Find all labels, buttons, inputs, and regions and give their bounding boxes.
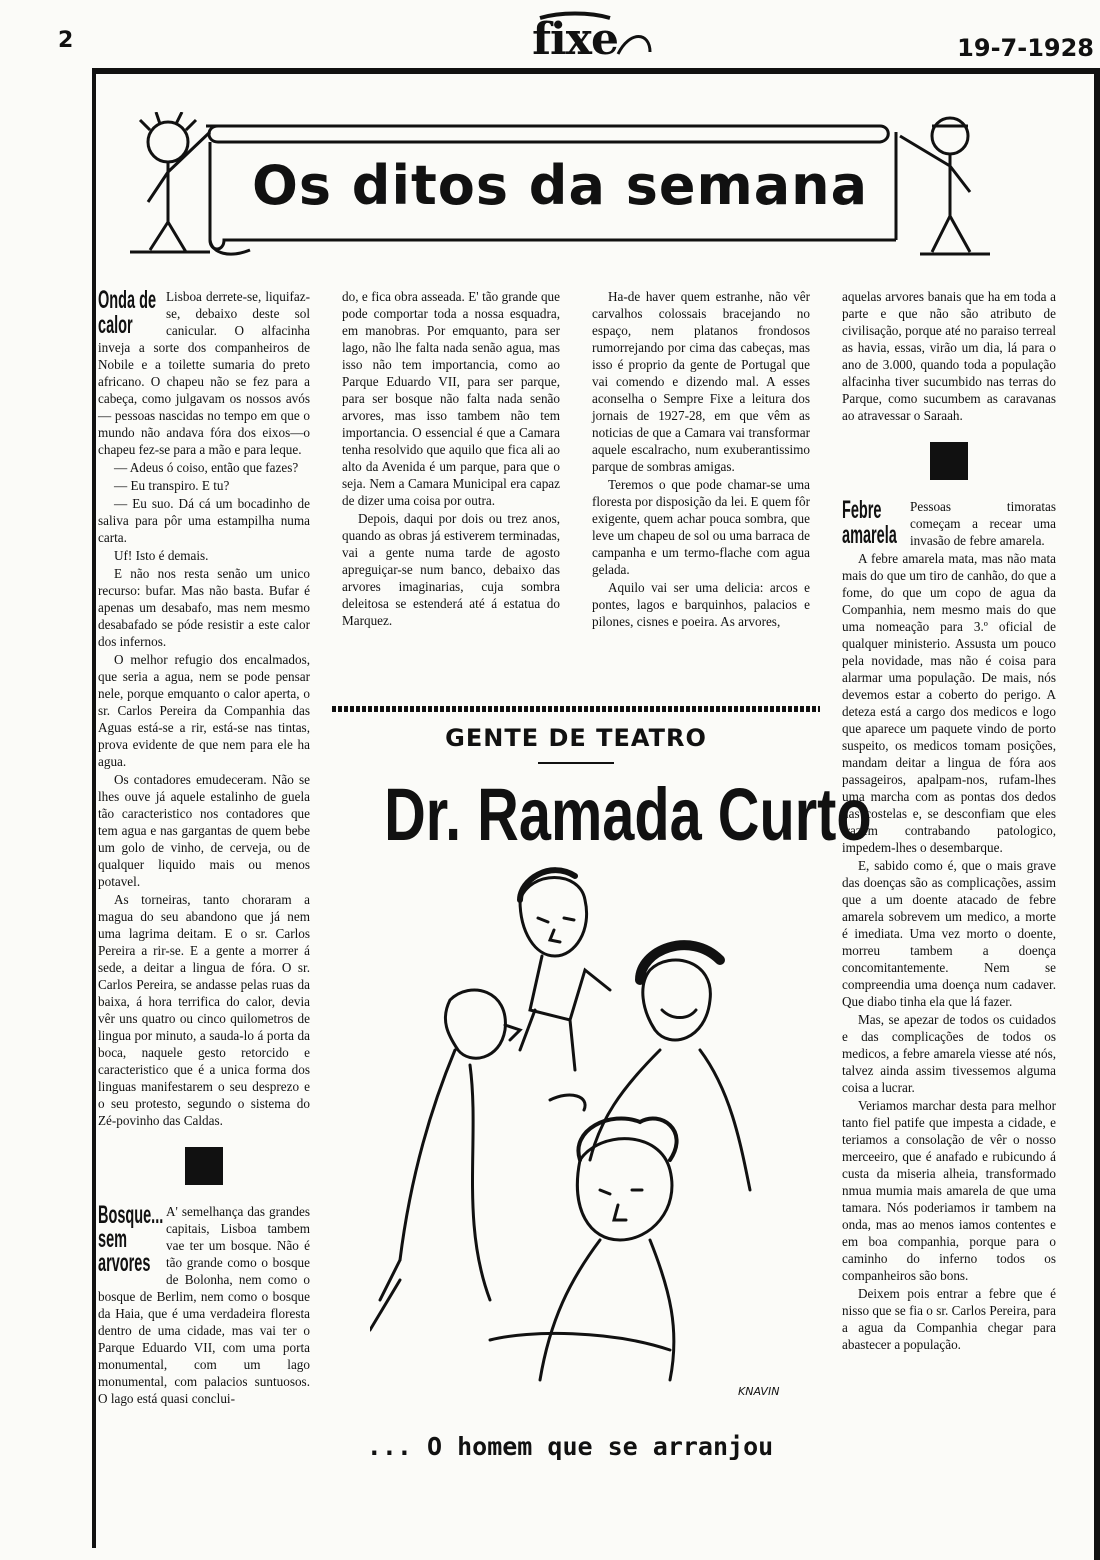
onda-paragraph: — Eu transpiro. E tu?: [114, 478, 230, 493]
febre-heading: Febre amarela: [842, 496, 897, 549]
banner-title: Os ditos da semana: [251, 154, 869, 217]
bosque-paragraph: Ha-de haver quem estranhe, não vêr carvalhos colossais bracejando no espaço, nem platanos frondosos rumorrejando por cima das cabeças, mas isso é proprio da gente de Portugal que vai comendo e dizendo mal. A esses aconselha o Sempre Fixe a leitura dos jornais de 1927-28, em que vêm as noticias de que a Camara vai transformar aquele escalracho, num exuberantissimo parque de sombras amigas.: [592, 289, 810, 474]
frame-left-rule: [92, 68, 96, 1548]
column-4: [842, 288, 1056, 1353]
banner: [120, 112, 1000, 262]
onda-paragraph: As torneiras, tanto choraram a magua do seu abandono que já nem uma lagrima deitam. E o sr. Carlos Pereira a rir-se. E a gente a morrer á sede, a deitar a lingua de fóra. O sr. Carlos Pereira, se andasse pelas ruas da baixa, á hora terrifica do calor, devia vêr uns quatro ou cinco quilometros de lingua por minuto, a sauda-lo á porta da boca, naquele gesto retorcido e caracteristico que é a unica forma dos linguas manifestarem o seu desprezo e o seu protesto, segundo o sistema do Zé-povinho das Caldas.: [98, 892, 310, 1128]
onda-paragraph: — Eu suo. Dá cá um bocadinho de saliva para pôr uma estampilha numa carta.: [98, 496, 310, 545]
left-caricature-figure-icon: [130, 112, 210, 252]
bosque-heading: Bosque... sem arvores: [98, 1201, 164, 1277]
frame-right-rule: [1094, 68, 1100, 1560]
onda-paragraph: Lisboa derrete-se, liquifaz-se, debaixo deste sol canicular. O alfacinha inveja a sorte dos companheiros de Nobile e a toilette sumaria do preto africano. O chapeu não se fez para a cabeça, como julgavam os nossos avós — pessoas nascidas no tempo em que o mundo não andava fóra dos eixos—o chapeu fez-se para a mão e para leque.: [98, 289, 310, 457]
dotted-separator: [332, 706, 820, 712]
febre-paragraph: Mas, se apezar de todos os cuidados e das complicações de todos os medicos, a febre amarela viesse até nós, talvez ainda assim tivessemos alguma coisa a lucrar.: [842, 1012, 1056, 1095]
bosque-paragraph: A' semelhança das grandes capitais, Lisboa tambem vae ter um bosque. Não é tão grande como o bosque de Bolonha, nem como o bosque de Berlim, nem como o bosque da Haia, que é uma verdadeira floresta dentro de uma cidade, mas vai ter o Parque Eduardo VII, com uma porta monumental, com um lago monumental, com palacios suntuosos. O lago está quasi conclui-: [98, 1204, 310, 1406]
black-square-icon: [185, 1147, 223, 1185]
onda-paragraph: O melhor refugio dos encalmados, que seria a agua, nem se pode pensar nele, porque emquanto o calor aperta, o sr. Carlos Pereira da Companhia das Aguas está-se a rir, está-se nas tintas, prova evidente de que nem para ele ha agua.: [98, 652, 310, 769]
theatre-caption: ... O homem que se arranjou: [366, 1432, 774, 1461]
theatre-kicker: GENTE DE TEATRO: [445, 724, 707, 752]
column-3: [592, 288, 810, 630]
right-caricature-figure-icon: [900, 118, 990, 254]
febre-paragraph: Veriamos marchar desta para melhor tanto fiel patife que impesta a cidade, e teriamos a consolação de vêr o nosso merceeiro, que é anafado e rubicundo á custa da miseria alheia, transformado nmua mumia mais amarela de que uma tamara. Nós poderiamos ir tambem na onda, mas ao menos iamos contentes e em boa companhia, porque para o caminho do inferno todos os companheiros são bons.: [842, 1098, 1056, 1283]
column-2: [342, 288, 560, 629]
bosque-paragraph: aquelas arvores banais que ha em toda a parte e que não são atributo de civilisação, porque até no paraiso terreal as havia, essas, virão um dia, lá para o ano de 3.000, quando toda a população alfacinha tiver sucumbido nas terras do Parque, como sucumbem as caravanas ao atravessar o Saraah.: [842, 289, 1056, 423]
febre-paragraph: A febre amarela mata, mas não mata mais do que um tiro de canhão, do que a fome, do que um copo de agua da Companhia, nem mesmo mais do que uma nomeação para 3.º oficial de qualquer ministerio. Assusta um pouco pela novidade, mas não é coisa para alarmar uma população. De mais, nós devemos estar a coberto do perigo. A deteza está a cargo dos medicos e logo que aparece um paquete vindo de porto suspeito, os medicos tomam posições, mandam deitar a lingua de fóra aos passageiros, apalpam-nos, rufam-lhes uma marcha com as pontas dos dedos nas costelas e, se desconfiam que eles trazem contrabando patologico, impedem-lhes o desembarque.: [842, 551, 1056, 855]
febre-paragraph: Deixem pois entrar a febre que é nisso que se fia o sr. Carlos Pereira, para a agua da Companhia chegar para abastecer a população.: [842, 1286, 1056, 1352]
masthead: [500, 10, 660, 68]
onda-heading: Onda de calor: [98, 286, 157, 339]
masthead-swash-icon: [500, 10, 660, 68]
bosque-paragraph: Teremos o que pode chamar-se uma floresta por disposição da lei. E quem fôr exigente, quem achar pouca sombra, que leve um chapeu de sol ou uma barraca de campanha e um termo-flache com agua gelada.: [592, 477, 810, 577]
bosque-paragraph: do, e fica obra asseada. E' tão grande que pode comportar toda a nossa esquadra, em manobras. Por emquanto, para ser lago, não lhe falta nada senão agua, mas isso não tem importancia, como ao Parque Eduardo VII, para ser parque, para ser bosque não falta nada senão arvores, mas isso tambem não tem importancia. O essencial é que a Camara tenha resolvido que aquilo que fica ali ao alto da Avenida é um parque, para que o seja. Nem a Camara Municipal era capaz de dizer uma coisa por outra.: [342, 289, 560, 508]
onda-paragraph: Os contadores emudeceram. Não se lhes ouve já aquele estalinho de guela tão caracteristico nos contadores que tem agua e nas gargantas de quem bebe um golo de vinho, de cerveja, ou de qualquer liquido mais ou menos potavel.: [98, 772, 310, 889]
onda-paragraph: E não nos resta senão um unico recurso: bufar. Mas não basta. Bufar é apenas um desabafo, mas nem mesmo desabafado se póde resistir a este calor dos infernos.: [98, 566, 310, 649]
bosque-paragraph: Aquilo vai ser uma delicia: arcos e pontes, lagos e barquinhos, palacios e pilones, cisnes e poeira. As arvores,: [592, 580, 810, 629]
masthead-logo: fixe: [532, 14, 618, 65]
issue-date: 19-7-1928: [957, 34, 1094, 62]
column-1: [98, 288, 310, 1407]
theatre-title: Dr. Ramada Curto: [384, 773, 872, 856]
kicker-rule: [538, 762, 614, 764]
febre-paragraph: Pessoas timoratas começam a recear uma invasão de febre amarela.: [910, 499, 1056, 548]
bosque-paragraph: Depois, daqui por dois ou trez anos, quando as obras já estiverem terminadas, vai a gente numa tarde de agosto apreguiçar-se num banco, debaixo das arvores imaginarias, cuja sombra deleitosa se estenderá até á estatua do Marquez.: [342, 511, 560, 628]
onda-paragraph: Uf! Isto é demais.: [114, 548, 209, 563]
page-number: 2: [58, 28, 74, 53]
frame-top-rule: [92, 68, 1100, 74]
black-square-icon: [930, 442, 968, 480]
caricature-drawing: [370, 860, 770, 1400]
febre-paragraph: E, sabido como é, que o mais grave das doenças são as complicações, assim que a um doente atacado de febre amarela sobrevem um medico, a morte é imediata. Uma vez morto o doente, morreu tambem a doença concomitantemente. Nem se compreendia uma doença num cadaver. Que diabo tinha ela que lá fazer.: [842, 858, 1056, 1009]
caricature-signature: KNAVIN: [738, 1385, 780, 1398]
onda-paragraph: — Adeus ó coiso, então que fazes?: [114, 460, 299, 475]
